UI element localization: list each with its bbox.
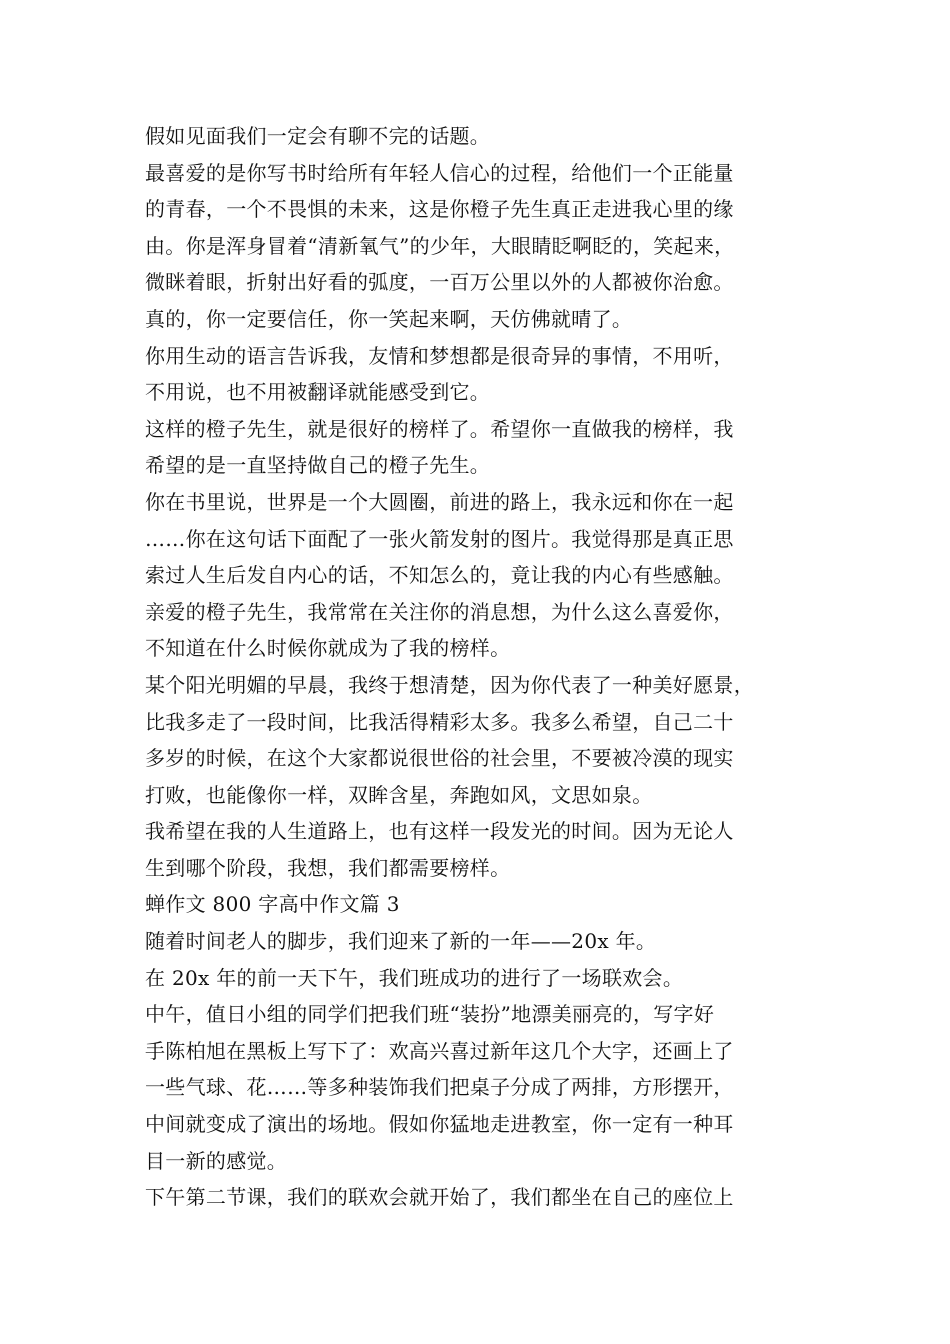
text-line: ……你在这句话下面配了一张火箭发射的图片。我觉得那是真正思 — [145, 526, 734, 551]
text-line: 索过人生后发自内心的话，不知怎么的，竟让我的内心有些感触。 — [145, 563, 734, 588]
text-line: 中午，值日小组的同学们把我们班“装扮”地漂美丽亮的，写字好 — [145, 1002, 715, 1027]
text-line: 真的，你一定要信任，你一笑起来啊，天仿佛就晴了。 — [145, 306, 633, 331]
text-line: 我希望在我的人生道路上，也有这样一段发光的时间。因为无论人 — [145, 819, 734, 844]
text-line: 多岁的时候，在这个大家都说很世俗的社会里，不要被冷漠的现实 — [145, 746, 734, 771]
section-heading: 蝉作文 800 字高中作文篇 3 — [145, 892, 400, 917]
text-line: 目一新的感觉。 — [145, 1148, 288, 1173]
text-line: 的青春，一个不畏惧的未来，这是你橙子先生真正走进我心里的缘 — [145, 197, 734, 222]
text-line: 在 20x 年的前一天下午，我们班成功的进行了一场联欢会。 — [145, 965, 684, 990]
text-line: 一些气球、花……等多种装饰我们把桌子分成了两排，方形摆开， — [145, 1075, 734, 1100]
text-line: 不用说，也不用被翻译就能感受到它。 — [145, 380, 491, 405]
text-line: 随着时间老人的脚步，我们迎来了新的一年——20x 年。 — [145, 929, 657, 954]
text-line: 下午第二节课，我们的联欢会就开始了，我们都坐在自己的座位上 — [145, 1185, 734, 1210]
text-line: 中间就变成了演出的场地。假如你猛地走进教室，你一定有一种耳 — [145, 1112, 734, 1137]
text-line: 由。你是浑身冒着“清新氧气”的少年，大眼睛眨啊眨的，笑起来， — [145, 233, 735, 258]
text-line: 不知道在什么时候你就成为了我的榜样。 — [145, 636, 511, 661]
text-line: 你用生动的语言告诉我，友情和梦想都是很奇异的事情，不用听， — [145, 343, 734, 368]
text-line: 你在书里说，世界是一个大圆圈，前进的路上，我永远和你在一起 — [145, 489, 734, 514]
text-line: 最喜爱的是你写书时给所有年轻人信心的过程，给他们一个正能量 — [145, 160, 734, 185]
text-line: 生到哪个阶段，我想，我们都需要榜样。 — [145, 855, 511, 880]
text-line: 假如见面我们一定会有聊不完的话题。 — [145, 124, 491, 148]
document-text-body — [145, 118, 825, 1216]
text-line: 这样的橙子先生，就是很好的榜样了。希望你一直做我的榜样，我 — [145, 416, 734, 441]
text-line: 比我多走了一段时间，比我活得精彩太多。我多么希望，自己二十 — [145, 709, 734, 734]
text-line: 某个阳光明媚的早晨，我终于想清楚，因为你代表了一种美好愿景， — [145, 672, 754, 697]
text-line: 微眯着眼，折射出好看的弧度，一百万公里以外的人都被你治愈。 — [145, 270, 734, 295]
text-line: 手陈柏旭在黑板上写下了：欢高兴喜过新年这几个大字，还画上了 — [145, 1038, 734, 1063]
text-line: 希望的是一直坚持做自己的橙子先生。 — [145, 453, 491, 478]
text-line: 打败，也能像你一样，双眸含星，奔跑如风，文思如泉。 — [145, 782, 653, 807]
text-line: 亲爱的橙子先生，我常常在关注你的消息想，为什么这么喜爱你， — [145, 599, 734, 624]
